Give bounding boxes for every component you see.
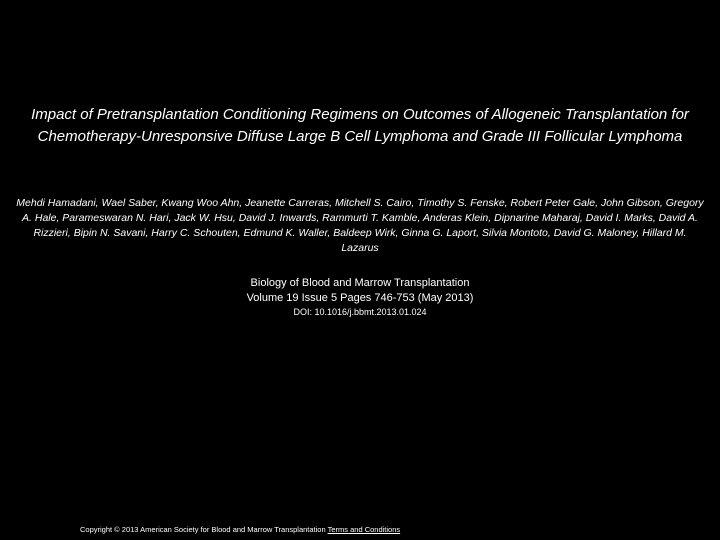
copyright-text: Copyright © 2013 American Society for Blood and Marrow Transplantation bbox=[80, 525, 326, 534]
journal-issue: Volume 19 Issue 5 Pages 746-753 (May 2013) bbox=[246, 292, 474, 304]
journal-citation bbox=[160, 276, 560, 306]
footer bbox=[80, 525, 400, 535]
author-list: Mehdi Hamadani, Wael Saber, Kwang Woo Ahn, Jeanette Carreras, Mitchell S. Cairo, Timothy S. Fenske, Robert Peter Gale, John Gibson, Gregory A. Hale, Parameswaran N. Hari, Jack W. Hsu, David J. Inwards, Rammurti T. Kamble, Anderas Klein, Dipnarine Maharaj, David I. Marks, David A. Rizzieri, Bipin N. Savani, Harry C. Schouten, Edmund K. Waller, Baldeep Wirk, Ginna G. Laport, Silvia Montoto, David G. Maloney, Hillard M. Lazarus bbox=[16, 197, 704, 254]
terms-and-conditions-link[interactable]: Terms and Conditions bbox=[327, 525, 401, 534]
journal-name: Biology of Blood and Marrow Transplantation bbox=[250, 277, 470, 289]
doi-text: DOI: 10.1016/j.bbmt.2013.01.024 bbox=[293, 307, 427, 317]
article-title: Impact of Pretransplantation Conditioning Regimens on Outcomes of Allogeneic Transplantation for Chemotherapy-Unresponsive Diffuse Large B Cell Lymphoma and Grade III Follicular Lymphoma bbox=[31, 106, 689, 145]
